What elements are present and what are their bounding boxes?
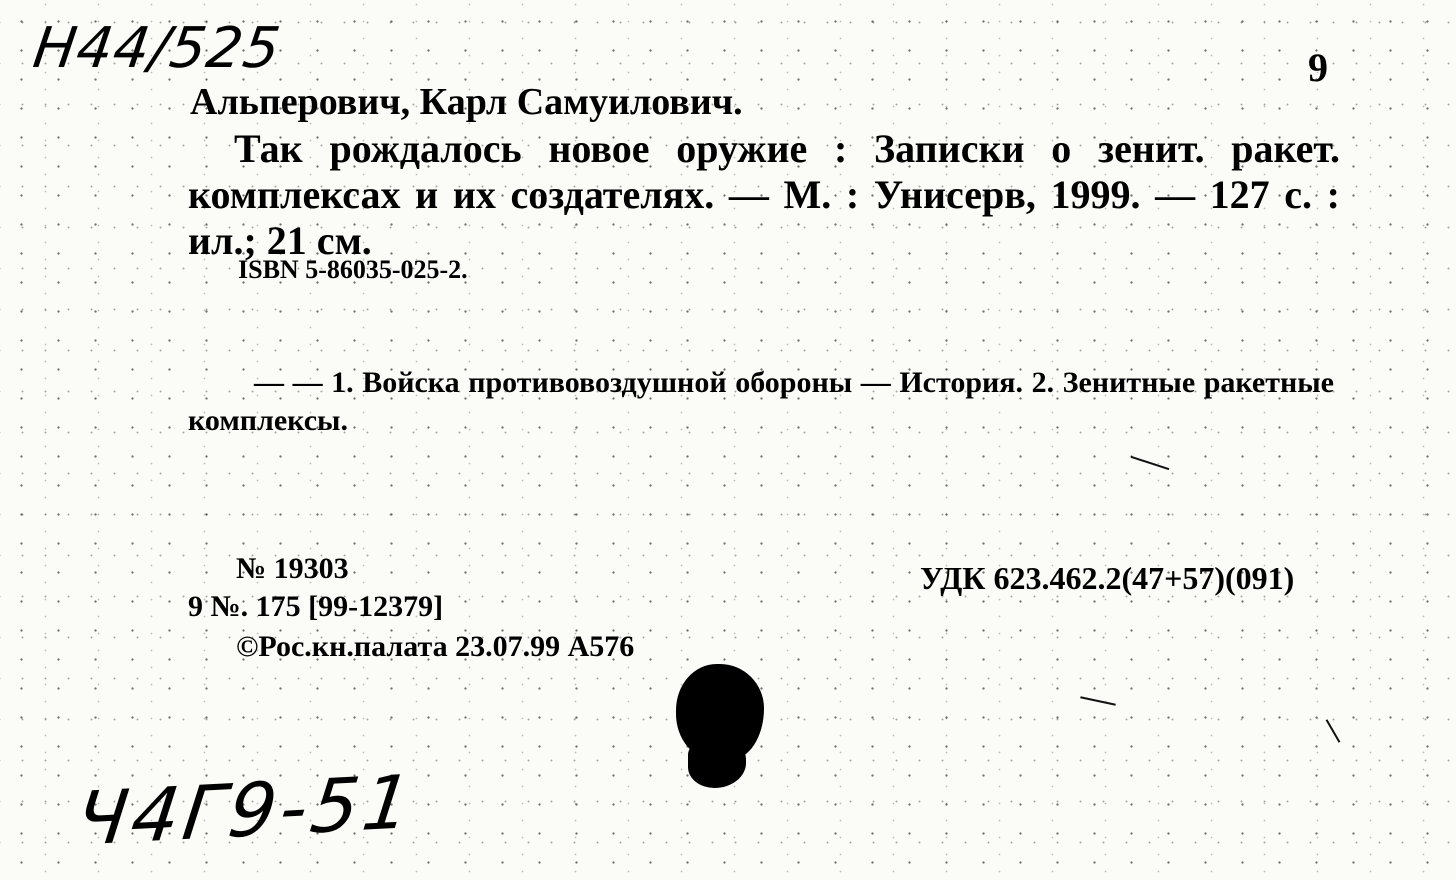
handwritten-call-number: Ч4Г9-51	[71, 759, 420, 863]
registration-number: № 19303	[236, 552, 349, 585]
scratch-mark	[1326, 719, 1341, 743]
title-description	[188, 126, 1340, 264]
handwritten-shelfmark: Н44/525	[29, 16, 285, 81]
print-run-info: 9 №. 175 [99-12379]	[188, 590, 444, 623]
subjects-text: — — 1. Войска противовоздушной обороны — История. 2. Зенитные ракетные комплексы.	[188, 366, 1334, 437]
title-text: Так рождалось новое оружие : Записки о зенит. ракет. комплексах и их создателях. — М. : Унисерв, 1999. — 127 с. : ил.; 21 см.	[188, 126, 1340, 263]
ink-blot-tail	[688, 742, 746, 788]
scratch-mark	[1080, 696, 1116, 705]
isbn: ISBN 5-86035-025-2.	[238, 255, 468, 284]
subject-headings	[188, 364, 1334, 440]
book-chamber-stamp: ©Рос.кн.палата 23.07.99 А576	[236, 630, 635, 663]
author-heading: Альперович, Карл Самуилович.	[190, 81, 743, 123]
udk-classification: УДК 623.462.2(47+57)(091)	[920, 560, 1295, 596]
scratch-mark	[1131, 456, 1170, 470]
page-number: 9	[1308, 45, 1328, 90]
